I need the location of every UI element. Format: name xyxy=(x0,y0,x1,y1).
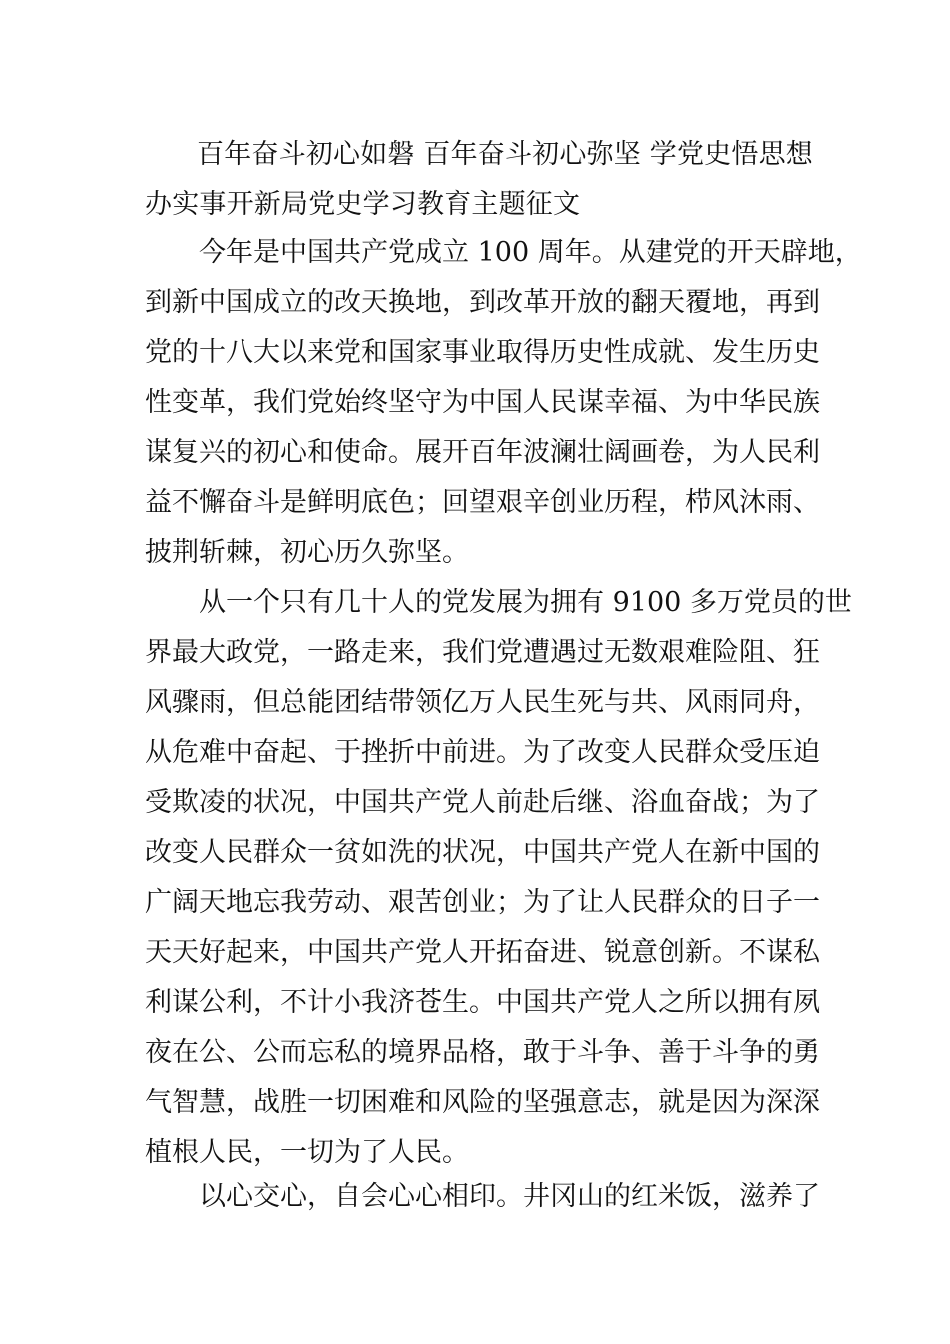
title-line: 办实事开新局党史学习教育主题征文 xyxy=(145,189,581,220)
paragraph-line: 从一个只有几十人的党发展为拥有 9100 多万党员的世 xyxy=(199,587,852,618)
paragraph-line: 披荆斩棘，初心历久弥坚。 xyxy=(145,537,469,568)
paragraph-line: 改变人民群众一贫如洗的状况，中国共产党人在新中国的 xyxy=(145,837,820,868)
paragraph-line: 天天好起来，中国共产党人开拓奋进、锐意创新。不谋私 xyxy=(145,937,820,968)
title-line: 百年奋斗初心如磐 百年奋斗初心弥坚 学党史悟思想 xyxy=(197,139,813,170)
paragraph-line: 植根人民，一切为了人民。 xyxy=(145,1137,469,1168)
paragraph-line: 以心交心，自会心心相印。井冈山的红米饭，滋养了 xyxy=(199,1181,820,1212)
paragraph-line: 性变革，我们党始终坚守为中国人民谋幸福、为中华民族 xyxy=(145,387,820,418)
paragraph-line: 党的十八大以来党和国家事业取得历史性成就、发生历史 xyxy=(145,337,820,368)
paragraph-line: 益不懈奋斗是鲜明底色；回望艰辛创业历程，栉风沐雨、 xyxy=(145,487,820,518)
paragraph-line: 今年是中国共产党成立 100 周年。从建党的开天辟地， xyxy=(199,237,862,268)
paragraph-line: 到新中国成立的改天换地，到改革开放的翻天覆地，再到 xyxy=(145,287,820,318)
paragraph-line: 风骤雨，但总能团结带领亿万人民生死与共、风雨同舟， xyxy=(145,687,820,718)
paragraph-1 xyxy=(145,228,862,578)
paragraph-2 xyxy=(145,578,852,1178)
paragraph-line: 夜在公、公而忘私的境界品格，敢于斗争、善于斗争的勇 xyxy=(145,1037,820,1068)
paragraph-line: 利谋公利，不计小我济苍生。中国共产党人之所以拥有夙 xyxy=(145,987,820,1018)
document-title xyxy=(145,130,813,230)
paragraph-line: 界最大政党，一路走来，我们党遭遇过无数艰难险阻、狂 xyxy=(145,637,820,668)
paragraph-3 xyxy=(145,1172,820,1222)
paragraph-line: 受欺凌的状况，中国共产党人前赴后继、浴血奋战；为了 xyxy=(145,787,820,818)
paragraph-line: 广阔天地忘我劳动、艰苦创业；为了让人民群众的日子一 xyxy=(145,887,820,918)
paragraph-line: 气智慧，战胜一切困难和风险的坚强意志，就是因为深深 xyxy=(145,1087,820,1118)
paragraph-line: 谋复兴的初心和使命。展开百年波澜壮阔画卷，为人民利 xyxy=(145,437,820,468)
paragraph-line: 从危难中奋起、于挫折中前进。为了改变人民群众受压迫 xyxy=(145,737,820,768)
